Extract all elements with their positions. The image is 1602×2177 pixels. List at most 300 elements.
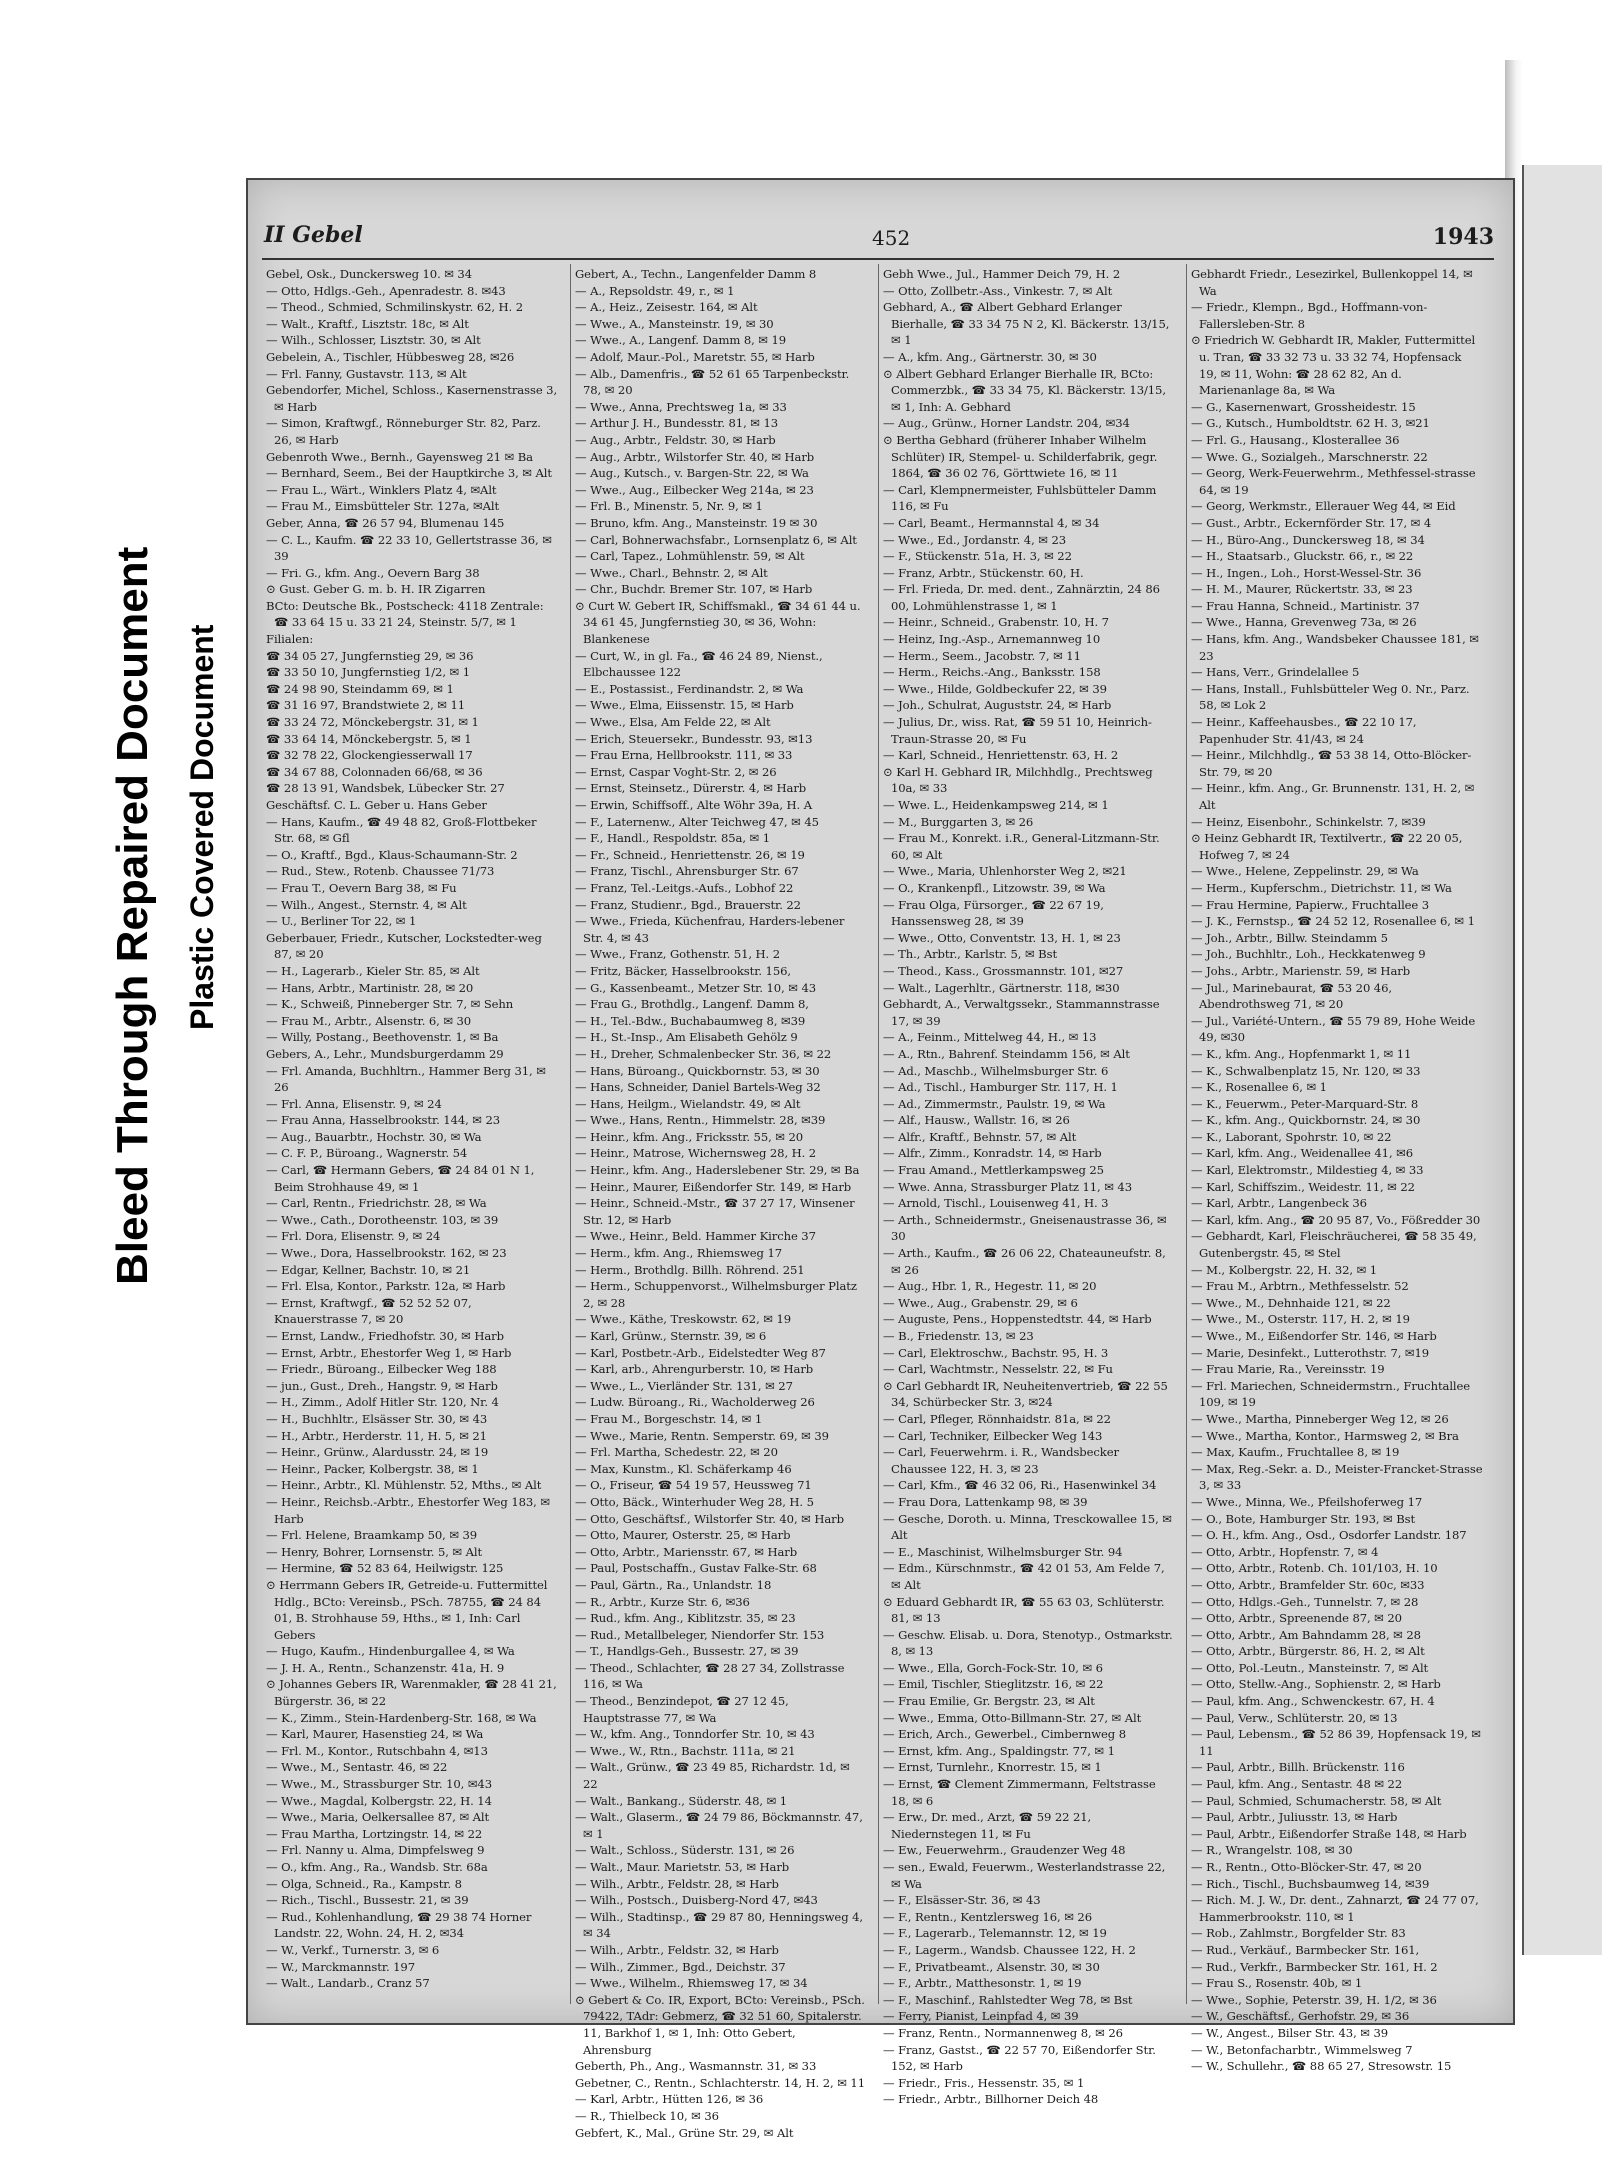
directory-entry: — Frau Emilie, Gr. Bergstr. 23, ✉ Alt (883, 1694, 1095, 1709)
directory-entry: — Carl, Feuerwehrm. i. R., Wandsbecker Chaussee 122, H. 3, ✉ 23 (883, 1445, 1119, 1476)
directory-entry: ⊙ Gust. Geber G. m. b. H. IR Zigarren (266, 582, 486, 597)
directory-entry: — Frau M., Arbtrn., Methfesselstr. 52 (1191, 1279, 1409, 1294)
directory-entry: — Franz, Tel.-Leitgs.-Aufs., Lobhof 22 (575, 880, 794, 895)
directory-entry: — Wilh., Zimmer., Bgd., Deichstr. 37 (575, 1959, 786, 1974)
directory-entry: — Wilh., Arbtr., Feldstr. 32, ✉ Harb (575, 1942, 779, 1957)
directory-entry: — sen., Ewald, Feuerwm., Westerlandstrasse 22, ✉ Wa (883, 1860, 1166, 1891)
directory-entry: — Olga, Schneid., Ra., Kampstr. 8 (266, 1876, 462, 1891)
directory-entry: — Frl. Nanny u. Alma, Dimpfelsweg 9 (266, 1843, 485, 1858)
directory-entry: — Walt., Bankang., Süderstr. 48, ✉ 1 (575, 1793, 788, 1808)
directory-entry: — Alfr., Zimm., Konradstr. 14, ✉ Harb (883, 1146, 1102, 1161)
directory-entry: — Frl. Mariechen, Schneidermstrn., Fruchtallee 109, ✉ 19 (1191, 1378, 1471, 1410)
directory-entry: — Heinr., Schneid.-Mstr., ☎ 37 27 17, Winsener Str. 12, ✉ Harb (575, 1196, 855, 1227)
directory-entry: Filialen: (266, 632, 314, 647)
directory-entry: — Theod., Kass., Grossmannstr. 101, ✉27 (883, 963, 1124, 978)
directory-entry: — Karl, Arbtr., Langenbeck 36 (1191, 1196, 1367, 1211)
directory-entry: — Carl, Klempnermeister, Fuhlsbütteler Damm 116, ✉ Fu (883, 482, 1157, 514)
directory-entry: — W., Geschäftsf., Gerhofstr. 29, ✉ 36 (1191, 2009, 1410, 2024)
directory-entry: — Ad., Zimmermstr., Paulstr. 19, ✉ Wa (883, 1096, 1106, 1111)
directory-entry: ⊙ Carl Gebhardt IR, Neuheitenvertrieb, ☎ 22 55 34, Schürbecker Str. 3, ✉24 (883, 1378, 1168, 1410)
directory-entry: — Arnold, Tischl., Louisenweg 41, H. 3 (883, 1196, 1109, 1211)
directory-entry: — Frl. Anna, Elisenstr. 9, ✉ 24 (266, 1096, 442, 1111)
directory-entry: — Rud., Stew., Rotenb. Chaussee 71/73 (266, 864, 495, 879)
directory-entry: — Herm., Brothdlg. Billh. Röhrend. 251 (575, 1262, 805, 1277)
directory-entry: — Franz, Rentn., Normannenweg 8, ✉ 26 (883, 2025, 1123, 2040)
listing-column-1 (262, 264, 558, 2004)
directory-entry: — Frau M., Borgeschstr. 14, ✉ 1 (575, 1411, 763, 1426)
directory-entry: — Paul, Gärtn., Ra., Unlandstr. 18 (575, 1577, 772, 1592)
directory-entry: — Herm., Kupferschm., Dietrichstr. 11, ✉ Wa (1191, 880, 1452, 895)
directory-entry: — Wwe. Anna, Strassburger Platz 11, ✉ 43 (883, 1179, 1132, 1194)
directory-entry: — Frau T., Oevern Barg 38, ✉ Fu (266, 880, 457, 895)
directory-entry: — Paul, Schmied, Schumacherstr. 58, ✉ Alt (1191, 1793, 1442, 1808)
directory-entry: — B., Friedenstr. 13, ✉ 23 (883, 1329, 1034, 1343)
directory-entry: — Frl. M., Kontor., Rutschbahn 4, ✉13 (266, 1743, 488, 1758)
directory-entry: — Frl. Elsa, Kontor., Parkstr. 12a, ✉ Harb (266, 1279, 506, 1294)
directory-entry: — Frl. Frieda, Dr. med. dent., Zahnärztin, 24 86 00, Lohmühlenstrasse 1, ✉ 1 (883, 582, 1160, 613)
directory-entry: — Gesche, Doroth. u. Minna, Tresckowallee 15, ✉ Alt (883, 1511, 1172, 1543)
directory-entry: — Arth., Schneidermstr., Gneisenaustrasse 36, ✉ 30 (883, 1212, 1167, 1244)
directory-entry: — Otto, Maurer, Osterstr. 25, ✉ Harb (575, 1528, 791, 1543)
directory-entry: — Heinr., Reichsb.-Arbtr., Ehestorfer Weg 183, ✉ Harb (266, 1494, 550, 1526)
directory-entry: — R., Thielbeck 10, ✉ 36 (575, 2108, 719, 2123)
directory-entry: — Wwe., Helene, Zeppelinstr. 29, ✉ Wa (1191, 864, 1419, 879)
directory-entry: — Franz, Arbtr., Stückenstr. 60, H. (883, 565, 1084, 580)
directory-entry: — Walt., Landarb., Cranz 57 (266, 1976, 430, 1991)
directory-entry: — W., Schullehr., ☎ 88 65 27, Stresowstr. 15 (1191, 2059, 1452, 2074)
directory-entry: — Adolf, Maur.-Pol., Maretstr. 55, ✉ Harb (575, 349, 815, 364)
directory-entry: — Wwe., Frieda, Küchenfrau, Harders-lebener Str. 4, ✉ 43 (575, 914, 845, 945)
directory-entry: — Wwe., Aug., Eilbecker Weg 214a, ✉ 23 (575, 482, 814, 497)
directory-entry: — Alfr., Kraftf., Behnstr. 57, ✉ Alt (883, 1129, 1077, 1144)
page-header (264, 222, 1494, 254)
directory-entry: Geberbauer, Friedr., Kutscher, Lockstedter-weg 87, ✉ 20 (266, 930, 542, 962)
directory-entry: — W., Angest., Bilser Str. 43, ✉ 39 (1191, 2025, 1389, 2040)
directory-entry: — Wwe., Sophie, Peterstr. 39, H. 1/2, ✉ 36 (1191, 1992, 1437, 2007)
directory-entry: — Heinz, Eisenbohr., Schinkelstr. 7, ✉39 (1191, 814, 1426, 829)
directory-entry: — Ferry, Pianist, Leinpfad 4, ✉ 39 (883, 2009, 1079, 2024)
directory-entry: — Carl, Techniker, Eilbecker Weg 143 (883, 1428, 1103, 1443)
directory-entry: — H., St.-Insp., Am Elisabeth Gehölz 9 (575, 1030, 798, 1045)
directory-entry: — Ernst, kfm. Ang., Spaldingstr. 77, ✉ 1 (883, 1743, 1115, 1758)
directory-entry: — G., Kasernenwart, Grossheidestr. 15 (1191, 399, 1416, 414)
directory-entry: — Frau Erna, Hellbrookstr. 111, ✉ 33 (575, 748, 793, 763)
directory-entry: — Herm., kfm. Ang., Rhiemsweg 17 (575, 1246, 782, 1261)
directory-entry: — Frau Anna, Hasselbrookstr. 144, ✉ 23 (266, 1113, 501, 1128)
listing-columns (262, 264, 1498, 2140)
directory-entry: — F., Lagerarb., Telemannstr. 12, ✉ 19 (883, 1926, 1107, 1941)
directory-entry: Geberth, Ph., Ang., Wasmannstr. 31, ✉ 33 (575, 2059, 817, 2074)
directory-entry: Gebenroth Wwe., Bernh., Gayensweg 21 ✉ Ba (266, 449, 533, 464)
directory-entry: — Heinz, Ing.-Asp., Arnemannweg 10 (883, 632, 1101, 647)
directory-entry: — R., Arbtr., Kurze Str. 6, ✉36 (575, 1594, 750, 1609)
directory-entry: Gebers, A., Lehr., Mundsburgerdamm 29 (266, 1046, 504, 1061)
directory-entry: — Frau M., Arbtr., Alsenstr. 6, ✉ 30 (266, 1013, 472, 1028)
directory-entry: — Ernst, Arbtr., Ehestorfer Weg 1, ✉ Harb (266, 1345, 512, 1360)
directory-entry: ☎ 33 50 10, Jungfernstieg 1/2, ✉ 1 (266, 665, 470, 680)
directory-entry: — Karl, kfm. Ang., Weidenallee 41, ✉6 (1191, 1146, 1414, 1161)
directory-entry: — Marie, Desinfekt., Lutterothstr. 7, ✉19 (1191, 1345, 1430, 1360)
directory-entry: — Max, Kaufm., Fruchtallee 8, ✉ 19 (1191, 1445, 1400, 1460)
directory-entry: — H. M., Maurer, Rückertstr. 33, ✉ 23 (1191, 582, 1413, 597)
directory-entry: — Theod., Schlachter, ☎ 28 27 34, Zollstrasse 116, ✉ Wa (575, 1660, 845, 1692)
directory-entry: — H., Buchhltr., Elsässer Str. 30, ✉ 43 (266, 1411, 488, 1426)
directory-entry: — Hugo, Kaufm., Hindenburgallee 4, ✉ Wa (266, 1644, 515, 1659)
directory-entry: — Wwe., Emma, Otto-Billmann-Str. 27, ✉ Alt (883, 1710, 1142, 1725)
directory-entry: — Friedr., Arbtr., Billhorner Deich 48 (883, 2092, 1099, 2107)
directory-entry: — Wwe., Käthe, Treskowstr. 62, ✉ 19 (575, 1312, 792, 1327)
directory-entry: Gebhardt Friedr., Lesezirkel, Bullenkoppel 14, ✉ Wa (1191, 267, 1473, 298)
directory-entry: — Ernst, Steinsetz., Dürerstr. 4, ✉ Harb (575, 781, 807, 796)
directory-entry: — Hans, Arbtr., Martinistr. 28, ✉ 20 (266, 980, 474, 995)
directory-entry: — Wwe., Heinr., Beld. Hammer Kirche 37 (575, 1229, 816, 1244)
directory-entry: — Wwe., M., Strassburger Str. 10, ✉43 (266, 1777, 492, 1792)
directory-entry: ⊙ Albert Gebhard Erlanger Bierhalle IR, BCto: Commerzbk., ☎ 33 34 75, Kl. Bäckerstr. 13/15, ✉ 1, Inh: A. Gebhard (883, 366, 1166, 414)
directory-entry: — Carl, Elektroschw., Bachstr. 95, H. 3 (883, 1345, 1109, 1360)
directory-entry: ⊙ Karl H. Gebhard IR, Milchhdlg., Prechtsweg 10a, ✉ 33 (883, 764, 1153, 796)
directory-entry: — Auguste, Pens., Hoppenstedtstr. 44, ✉ Harb (883, 1312, 1152, 1327)
directory-entry: — K., Zimm., Stein-Hardenberg-Str. 168, ✉ Wa (266, 1710, 537, 1725)
directory-entry: — Heinr., Grünw., Alardusstr. 24, ✉ 19 (266, 1445, 489, 1460)
directory-entry: — Carl, Rentn., Friedrichstr. 28, ✉ Wa (266, 1196, 487, 1211)
adjacent-page-edge (1522, 165, 1602, 1955)
directory-entry: ⊙ Eduard Gebhardt IR, ☎ 55 63 03, Schlüterstr. 81, ✉ 13 (883, 1594, 1165, 1626)
directory-entry: — Simon, Kraftwgf., Rönneburger Str. 82, Parz. 26, ✉ Harb (266, 416, 541, 447)
directory-entry: — Paul, Postschaffn., Gustav Falke-Str. 68 (575, 1561, 817, 1576)
directory-entry: — Otto, Pol.-Leutn., Mansteinstr. 7, ✉ Alt (1191, 1660, 1429, 1675)
directory-entry: — K., Schweiß, Pinneberger Str. 7, ✉ Sehn (266, 997, 514, 1012)
directory-entry: — Paul, Arbtr., Juliusstr. 13, ✉ Harb (1191, 1810, 1398, 1825)
directory-entry: — Wwe., Maria, Uhlenhorster Weg 2, ✉21 (883, 864, 1127, 879)
directory-entry: — O., Bote, Hamburger Str. 193, ✉ Bst (1191, 1511, 1416, 1526)
directory-entry: — Otto, Zollbetr.-Ass., Vinkestr. 7, ✉ Alt (883, 283, 1113, 298)
directory-entry: — Otto, Arbtr., Spreenende 87, ✉ 20 (1191, 1611, 1402, 1626)
directory-entry: — H., Büro-Ang., Dunckersweg 18, ✉ 34 (1191, 532, 1425, 547)
directory-entry: — Wwe., Franz, Gothenstr. 51, H. 2 (575, 947, 781, 962)
directory-entry: ⊙ Herrmann Gebers IR, Getreide-u. Futtermittel Hdlg., BCto: Vereinsb., PSch. 78755, ☎ 24 84 01, B. Strohhause 59, Hths., ✉ 1, Inh: Carl Gebers (266, 1577, 548, 1642)
directory-entry: — Ludw. Büroang., Ri., Wacholderweg 26 (575, 1395, 815, 1410)
directory-entry: — Otto, Hdlgs.-Geh., Tunnelstr. 7, ✉ 28 (1191, 1594, 1419, 1609)
directory-entry: — A., Rtn., Bahrenf. Steindamm 156, ✉ Alt (883, 1046, 1130, 1061)
directory-entry: — Aug., Bauarbtr., Hochstr. 30, ✉ Wa (266, 1129, 482, 1144)
directory-entry: — Rob., Zahlmstr., Borgfelder Str. 83 (1191, 1926, 1406, 1941)
directory-entry: — O., Friseur, ☎ 54 19 57, Heussweg 71 (575, 1478, 812, 1493)
directory-entry: — Rich., Tischl., Bussestr. 21, ✉ 39 (266, 1893, 469, 1908)
directory-entry: Geschäftsf. C. L. Geber u. Hans Geber (266, 798, 487, 812)
directory-entry: — Wwe., A., Mansteinstr. 19, ✉ 30 (575, 316, 774, 331)
directory-entry: — Otto, Hdlgs.-Geh., Apenradestr. 8. ✉43 (266, 283, 506, 298)
directory-entry: — Hans, Schneider, Daniel Bartels-Weg 32 (575, 1080, 821, 1095)
directory-entry: — Heinr., Arbtr., Kl. Mühlenstr. 52, Mths., ✉ Alt (266, 1478, 542, 1493)
directory-entry: — Franz, Gastst., ☎ 22 57 70, Eißendorfer Str. 152, ✉ Harb (883, 2042, 1156, 2074)
directory-entry: — Karl, Arbtr., Hütten 126, ✉ 36 (575, 2092, 764, 2107)
directory-entry: ⊙ Heinz Gebhardt IR, Textilvertr., ☎ 22 20 05, Hofweg 7, ✉ 24 (1191, 831, 1463, 862)
directory-entry: — F., Laternenw., Alter Teichweg 47, ✉ 45 (575, 814, 819, 829)
directory-entry: ☎ 34 67 88, Colonnaden 66/68, ✉ 36 (266, 764, 483, 779)
directory-entry: — Otto, Arbtr., Bürgerstr. 86, H. 2, ✉ Alt (1191, 1644, 1425, 1659)
directory-entry: — F., Stückenstr. 51a, H. 3, ✉ 22 (883, 549, 1072, 564)
directory-entry: — Rud., Verkfr., Barmbecker Str. 161, H. 2 (1191, 1959, 1438, 1974)
directory-entry: — Frl. Martha, Schedestr. 22, ✉ 20 (575, 1445, 778, 1460)
directory-entry: — Heinr., Packer, Kolbergstr. 38, ✉ 1 (266, 1461, 479, 1476)
directory-entry: — Otto, Geschäftsf., Wilstorfer Str. 40, ✉ Harb (575, 1511, 844, 1526)
directory-entry: — Wwe., M., Dehnhaide 121, ✉ 22 (1191, 1295, 1391, 1310)
directory-entry: — Wwe., Martha, Pinneberger Weg 12, ✉ 26 (1191, 1411, 1449, 1426)
directory-entry: — J. H. A., Rentn., Schanzenstr. 41a, H. 9 (266, 1660, 505, 1675)
directory-entry: — Frl. Amanda, Buchhltrn., Hammer Berg 31, ✉ 26 (266, 1063, 546, 1095)
directory-entry: — A., Heiz., Zeisestr. 164, ✉ Alt (575, 300, 758, 315)
directory-entry: — O., kfm. Ang., Ra., Wandsb. Str. 68a (266, 1860, 488, 1874)
directory-entry: — Heinr., Schneid., Grabenstr. 10, H. 7 (883, 615, 1109, 630)
directory-entry: — Friedr., Klempn., Bgd., Hoffmann-von-Fallersleben-Str. 8 (1191, 300, 1428, 331)
directory-entry: — W., Betonfacharbtr., Wimmelsweg 7 (1191, 2042, 1413, 2057)
directory-entry: — Theod., Schmied, Schmilinskystr. 62, H. 2 (266, 300, 523, 315)
directory-entry: — Herm., Reichs.-Ang., Banksstr. 158 (883, 665, 1101, 680)
directory-entry: — Frau Hermine, Papierw., Fruchtallee 3 (1191, 897, 1430, 912)
directory-entry: — Karl, Postbetr.-Arb., Eidelstedter Weg 87 (575, 1345, 826, 1360)
directory-entry: — Frl. G., Hausang., Klosterallee 36 (1191, 432, 1400, 447)
directory-entry: — Henry, Bohrer, Lornsenstr. 5, ✉ Alt (266, 1544, 483, 1559)
directory-entry: — Wwe., Ella, Gorch-Fock-Str. 10, ✉ 6 (883, 1660, 1103, 1675)
directory-entry: — Friedr., Fris., Hessenstr. 35, ✉ 1 (883, 2075, 1085, 2090)
directory-entry: — Arth., Kaufm., ☎ 26 06 22, Chateauneufstr. 8, ✉ 26 (883, 1246, 1166, 1277)
directory-entry: — Erwin, Schiffsoff., Alte Wöhr 39a, H. A (575, 798, 812, 812)
directory-entry: — Erich, Steuersekr., Bundesstr. 93, ✉13 (575, 731, 813, 746)
side-label-plastic-covered: Plastic Covered Document (184, 624, 220, 1030)
directory-entry: — Edm., Kürschnmstr., ☎ 42 01 53, Am Felde 7, ✉ Alt (883, 1561, 1165, 1592)
directory-entry: — Ad., Tischl., Hamburger Str. 117, H. 1 (883, 1080, 1118, 1095)
directory-entry: — Jul., Variété-Untern., ☎ 55 79 89, Hohe Weide 49, ✉30 (1191, 1013, 1476, 1045)
directory-entry: — Carl, Wachtmstr., Nesselstr. 22, ✉ Fu (883, 1362, 1113, 1377)
header-rule (262, 258, 1494, 260)
directory-entry: — Heinr., Maurer, Eißendorfer Str. 149, ✉ Harb (575, 1179, 852, 1194)
directory-entry: — Erw., Dr. med., Arzt, ☎ 59 22 21, Niedernstegen 11, ✉ Fu (883, 1810, 1092, 1841)
directory-entry: — F., Maschinf., Rahlstedter Weg 78, ✉ Bst (883, 1992, 1133, 2007)
directory-entry: — Otto, Arbtr., Bramfelder Str. 60c, ✉33 (1191, 1577, 1425, 1592)
directory-entry: — Paul, Arbtr., Eißendorfer Straße 148, ✉ Harb (1191, 1826, 1467, 1841)
directory-entry: — Curt, W., in gl. Fa., ☎ 46 24 89, Nienst., Elbchaussee 122 (575, 648, 823, 680)
directory-entry: — Wwe., Marie, Rentn. Semperstr. 69, ✉ 39 (575, 1428, 829, 1443)
directory-entry: — Wilh., Postsch., Duisberg-Nord 47, ✉43 (575, 1893, 818, 1908)
directory-entry: — A., Repsoldstr. 49, r., ✉ 1 (575, 283, 735, 298)
directory-entry: — F., Elsässer-Str. 36, ✉ 43 (883, 1893, 1041, 1908)
directory-entry: — Wwe., A., Langenf. Damm 8, ✉ 19 (575, 333, 787, 348)
directory-entry: — Bernhard, Seem., Bei der Hauptkirche 3, ✉ Alt (266, 466, 552, 481)
directory-entry: BCto: Deutsche Bk., Postscheck: 4118 Zentrale: ☎ 33 64 15 u. 33 21 24, Steinstr. 5/7, ✉ 1 (266, 598, 544, 630)
directory-entry: — O. H., kfm. Ang., Osd., Osdorfer Landstr. 187 (1191, 1528, 1467, 1543)
directory-entry: — Otto, Arbtr., Mariensstr. 67, ✉ Harb (575, 1544, 798, 1559)
directory-entry: ⊙ Friedrich W. Gebhardt IR, Makler, Futtermittel u. Tran, ☎ 33 32 73 u. 33 32 74, Hopfensack 19, ✉ 11, Wohn: ☎ 28 62 82, An d. Marienanlage 8a, ✉ Wa (1191, 333, 1476, 398)
directory-entry: — Wwe., Martha, Kontor., Harmsweg 2, ✉ Bra (1191, 1428, 1459, 1443)
directory-entry: — A., Feinm., Mittelweg 44, H., ✉ 13 (883, 1030, 1097, 1045)
directory-entry: — Paul, kfm. Ang., Sentastr. 48 ✉ 22 (1191, 1777, 1403, 1792)
directory-entry: — Carl, Kfm., ☎ 46 32 06, Ri., Hasenwinkel 34 (883, 1478, 1157, 1493)
directory-entry: — K., kfm. Ang., Hopfenmarkt 1, ✉ 11 (1191, 1046, 1412, 1061)
directory-entry: — Frau M., Eimsbütteler Str. 127a, ✉Alt (266, 499, 500, 514)
directory-entry: — Max, Reg.-Sekr. a. D., Meister-Francket-Strasse 3, ✉ 33 (1191, 1461, 1483, 1493)
directory-entry: — K., kfm. Ang., Quickbornstr. 24, ✉ 30 (1191, 1113, 1421, 1128)
directory-entry: — Aug., Arbtr., Wilstorfer Str. 40, ✉ Harb (575, 449, 815, 464)
directory-entry: — Frau Dora, Lattenkamp 98, ✉ 39 (883, 1494, 1088, 1509)
directory-entry: — Alb., Damenfris., ☎ 52 61 65 Tarpenbeckstr. 78, ✉ 20 (575, 366, 850, 398)
directory-entry: — Rud., Kohlenhandlung, ☎ 29 38 74 Horner Landstr. 22, Wohn. 24, H. 2, ✉34 (266, 1909, 532, 1941)
directory-entry: — Geschw. Elisab. u. Dora, Stenotyp., Ostmarkstr. 8, ✉ 13 (883, 1627, 1173, 1659)
directory-entry: — Karl, arb., Ahrengurberstr. 10, ✉ Harb (575, 1362, 814, 1377)
directory-entry: Gebendorfer, Michel, Schloss., Kasernenstrasse 3, ✉ Harb (266, 383, 558, 414)
directory-entry: — Ernst, Caspar Voght-Str. 2, ✉ 26 (575, 764, 777, 779)
directory-entry: — U., Berliner Tor 22, ✉ 1 (266, 914, 417, 929)
directory-entry: — J. K., Fernstsp., ☎ 24 52 12, Rosenallee 6, ✉ 1 (1191, 914, 1475, 929)
directory-entry: — Wwe., Minna, We., Pfeilshoferweg 17 (1191, 1494, 1423, 1509)
directory-entry: — Frl. Dora, Elisenstr. 9, ✉ 24 (266, 1229, 441, 1244)
directory-entry: — Wwe., Magdal, Kolbergstr. 22, H. 14 (266, 1793, 492, 1808)
directory-entry: — H., Staatsarb., Gluckstr. 66, r., ✉ 22 (1191, 549, 1414, 564)
directory-entry: — Julius, Dr., wiss. Rat, ☎ 59 51 10, Heinrich-Traun-Strasse 20, ✉ Fu (883, 715, 1152, 746)
directory-entry: — Erich, Arch., Gewerbel., Cimbernweg 8 (883, 1727, 1126, 1742)
directory-entry: ☎ 28 13 91, Wandsbek, Lübecker Str. 27 (266, 781, 505, 796)
directory-entry: — H., Ingen., Loh., Horst-Wessel-Str. 36 (1191, 565, 1422, 580)
directory-entry: — Wilh., Angest., Sternstr. 4, ✉ Alt (266, 897, 467, 912)
directory-entry: — Frl. Fanny, Gustavstr. 113, ✉ Alt (266, 366, 467, 381)
directory-entry: — E., Postassist., Ferdinandstr. 2, ✉ Wa (575, 681, 804, 696)
directory-entry: — Heinr., kfm. Ang., Fricksstr. 55, ✉ 20 (575, 1129, 804, 1144)
directory-entry: — Gebhardt, Karl, Fleischräucherei, ☎ 58 35 49, Gutenbergstr. 45, ✉ Stel (1191, 1229, 1477, 1261)
directory-entry: — Rud., Metallbeleger, Niendorfer Str. 153 (575, 1627, 825, 1642)
directory-entry: ☎ 34 05 27, Jungfernstieg 29, ✉ 36 (266, 648, 474, 663)
directory-entry: — F., Arbtr., Matthesonstr. 1, ✉ 19 (883, 1976, 1082, 1991)
directory-entry: — K., Laborant, Spohrstr. 10, ✉ 22 (1191, 1129, 1392, 1144)
directory-entry: — Paul, kfm. Ang., Schwenckestr. 67, H. 4 (1191, 1694, 1435, 1709)
directory-entry: — Wwe., Ed., Jordanstr. 4, ✉ 23 (883, 532, 1066, 547)
directory-entry: — Gust., Arbtr., Eckernförder Str. 17, ✉ 4 (1191, 515, 1432, 530)
side-label-bleed-through: Bleed Through Repaired Document (108, 546, 157, 1285)
directory-entry: ⊙ Gebert & Co. IR, Export, BCto: Vereinsb., PSch. 79422, TAdr: Gebmerz, ☎ 32 51 60, Spitalerstr. 11, Barkhof 1, ✉ 1, Inh: Otto Gebert, Ahrensburg (575, 1992, 865, 2057)
directory-entry: Gebhard, A., ☎ Albert Gebhard Erlanger Bierhalle, ☎ 33 34 75 N 2, Kl. Bäckerstr. 13/15, ✉ 1 (883, 300, 1170, 348)
directory-entry: — Aug., Kutsch., v. Bargen-Str. 22, ✉ Wa (575, 466, 809, 481)
directory-entry: — Karl, Schiffszim., Weidestr. 11, ✉ 22 (1191, 1179, 1415, 1194)
directory-entry: — Johs., Arbtr., Marienstr. 59, ✉ Harb (1191, 963, 1411, 978)
directory-entry: — Carl, ☎ Hermann Gebers, ☎ 24 84 01 N 1, Beim Strohhause 49, ✉ 1 (266, 1163, 535, 1194)
directory-entry: ⊙ Johannes Gebers IR, Warenmakler, ☎ 28 41 21, Bürgerstr. 36, ✉ 22 (266, 1677, 557, 1709)
directory-entry: — Franz, Studienr., Bgd., Brauerstr. 22 (575, 897, 801, 912)
directory-entry: — Otto, Arbtr., Hopfenstr. 7, ✉ 4 (1191, 1544, 1379, 1559)
directory-entry: — Fri. G., kfm. Ang., Oevern Barg 38 (266, 565, 480, 580)
directory-entry: — Otto, Arbtr., Rotenb. Ch. 101/103, H. 10 (1191, 1561, 1438, 1576)
directory-entry: ⊙ Curt W. Gebert IR, Schiffsmakl., ☎ 34 61 44 u. 34 61 45, Jungfernstieg 30, ✉ 36, Wohn: Blankenese (575, 598, 861, 647)
directory-entry: — O., Krankenpfl., Litzowstr. 39, ✉ Wa (883, 880, 1106, 895)
directory-entry: — Hans, Kaufm., ☎ 49 48 82, Groß-Flottbeker Str. 68, ✉ Gfl (266, 814, 537, 846)
directory-entry: — Alf., Hausw., Wallstr. 16, ✉ 26 (883, 1113, 1070, 1128)
directory-entry: — A., kfm. Ang., Gärtnerstr. 30, ✉ 30 (883, 349, 1097, 364)
directory-entry: — M., Kolbergstr. 22, H. 32, ✉ 1 (1191, 1262, 1378, 1277)
directory-entry: — Karl, Schneid., Henriettenstr. 63, H. 2 (883, 748, 1119, 763)
directory-entry: — Herm., Seem., Jacobstr. 7, ✉ 11 (883, 648, 1081, 663)
directory-entry: — Bruno, kfm. Ang., Mansteinstr. 19 ✉ 30 (575, 515, 818, 530)
directory-entry: — Wwe., Otto, Conventstr. 13, H. 1, ✉ 23 (883, 930, 1121, 945)
directory-entry: — Fritz, Bäcker, Hasselbrookstr. 156, (575, 963, 791, 978)
directory-entry: — G., Kassenbeamt., Metzer Str. 10, ✉ 43 (575, 980, 816, 995)
directory-entry: — Heinr., Milchhdlg., ☎ 53 38 14, Otto-Blöcker-Str. 79, ✉ 20 (1191, 748, 1472, 779)
directory-entry: — Otto, Arbtr., Am Bahndamm 28, ✉ 28 (1191, 1627, 1421, 1642)
directory-entry: — Frau Olga, Fürsorger., ☎ 22 67 19, Hanssensweg 28, ✉ 39 (883, 897, 1104, 929)
directory-entry: — Ad., Maschb., Wilhelmsburger Str. 6 (883, 1063, 1109, 1078)
directory-entry: — Hans, Heilgm., Wielandstr. 49, ✉ Alt (575, 1096, 801, 1111)
directory-entry: — H., Lagerarb., Kieler Str. 85, ✉ Alt (266, 963, 480, 978)
directory-entry: — Edgar, Kellner, Bachstr. 10, ✉ 21 (266, 1262, 471, 1277)
directory-entry: — R., Rentn., Otto-Blöcker-Str. 47, ✉ 20 (1191, 1860, 1422, 1874)
directory-entry: — Herm., Schuppenvorst., Wilhelmsburger Platz 2, ✉ 28 (575, 1279, 857, 1310)
directory-entry: ☎ 33 64 14, Mönckebergstr. 5, ✉ 1 (266, 731, 472, 746)
directory-entry: — Friedr., Büroang., Eilbecker Weg 188 (266, 1362, 497, 1377)
directory-entry: — Frau L., Wärt., Winklers Platz 4, ✉Alt (266, 482, 497, 497)
directory-entry: Geber, Anna, ☎ 26 57 94, Blumenau 145 (266, 515, 505, 530)
directory-entry: — Fr., Schneid., Henriettenstr. 26, ✉ 19 (575, 847, 805, 862)
directory-entry: — Arthur J. H., Bundesstr. 81, ✉ 13 (575, 416, 779, 431)
directory-entry: — H., Tel.-Bdw., Buchabaumweg 8, ✉39 (575, 1013, 806, 1028)
directory-entry: — Wwe. G., Sozialgeh., Marschnerstr. 22 (1191, 449, 1428, 464)
directory-entry: Gebetner, C., Rentn., Schlachterstr. 14, H. 2, ✉ 11 (575, 2075, 865, 2090)
directory-entry: — Wwe., Hanna, Grevenweg 73a, ✉ 26 (1191, 615, 1417, 630)
directory-entry: — Frl. Helene, Braamkamp 50, ✉ 39 (266, 1528, 478, 1543)
directory-entry: — Paul, Arbtr., Billh. Brückenstr. 116 (1191, 1760, 1405, 1775)
directory-entry: — C. F. P., Büroang., Wagnerstr. 54 (266, 1146, 468, 1161)
directory-entry: — Walt., Grünw., ☎ 23 49 85, Richardstr. 1d, ✉ 22 (575, 1760, 850, 1792)
directory-entry: — Ernst, ☎ Clement Zimmermann, Feltstrasse 18, ✉ 6 (883, 1777, 1156, 1808)
directory-entry: — F., Lagerm., Wandsb. Chaussee 122, H. 2 (883, 1942, 1136, 1957)
directory-entry: — Walt., Glaserm., ☎ 24 79 86, Böckmannstr. 47, ✉ 1 (575, 1810, 863, 1841)
directory-entry: — Wwe., Wilhelm., Rhiemsweg 17, ✉ 34 (575, 1976, 808, 1991)
directory-entry: — Hans, Install., Fuhlsbütteler Weg 0. Nr., Parz. 58, ✉ Lok 2 (1191, 681, 1470, 713)
directory-entry: — Chr., Buchdr. Bremer Str. 107, ✉ Harb (575, 582, 813, 597)
directory-entry: ⊙ Bertha Gebhard (früherer Inhaber Wilhelm Schlüter) IR, Stempel- u. Schilderfabrik, gegr. 1864, ☎ 36 02 76, Görttwiete 16, ✉ 11 (883, 432, 1158, 481)
directory-entry: — Walt., Lagerhltr., Gärtnerstr. 118, ✉30 (883, 980, 1120, 995)
directory-entry: — W., Marckmannstr. 197 (266, 1959, 415, 1974)
directory-entry: — O., Kraftf., Bgd., Klaus-Schaumann-Str. 2 (266, 847, 518, 862)
directory-entry: — G., Kutsch., Humboldtstr. 62 H. 3, ✉21 (1191, 416, 1430, 431)
directory-entry: — Wwe., Anna, Prechtsweg 1a, ✉ 33 (575, 399, 787, 414)
directory-page (246, 178, 1515, 2140)
directory-entry: — Ernst, Turnlehr., Knorrestr. 15, ✉ 1 (883, 1760, 1102, 1775)
directory-entry: — Wwe., Hans, Rentn., Himmelstr. 28, ✉39 (575, 1113, 826, 1128)
directory-entry: ☎ 33 24 72, Mönckebergstr. 31, ✉ 1 (266, 715, 479, 730)
directory-entry: — R., Wrangelstr. 108, ✉ 30 (1191, 1843, 1353, 1858)
directory-entry: Gebh Wwe., Jul., Hammer Deich 79, H. 2 (883, 267, 1121, 281)
directory-entry: Gebhardt, A., Verwaltgssekr., Stammannstrasse 17, ✉ 39 (883, 997, 1160, 1028)
directory-entry: — Wwe., Elma, Eiissenstr. 15, ✉ Harb (575, 698, 794, 713)
directory-entry: — Ernst, Kraftwgf., ☎ 52 52 52 07, Knauerstrasse 7, ✉ 20 (266, 1295, 472, 1327)
directory-entry: — Ew., Feuerwehrm., Graudenzer Weg 48 (883, 1843, 1126, 1858)
directory-entry: — Frl. B., Minenstr. 5, Nr. 9, ✉ 1 (575, 499, 763, 514)
directory-entry: — Wwe., Elsa, Am Felde 22, ✉ Alt (575, 715, 771, 730)
directory-entry: — Hermine, ☎ 52 83 64, Heilwigstr. 125 (266, 1561, 504, 1576)
listing-column-2 (570, 264, 867, 2140)
directory-entry: — Franz, Tischl., Ahrensburger Str. 67 (575, 864, 799, 879)
directory-entry: — Wwe., M., Osterstr. 117, H. 2, ✉ 19 (1191, 1312, 1410, 1327)
directory-entry: — Paul, Lebensm., ☎ 52 86 39, Hopfensack 19, ✉ 11 (1191, 1727, 1481, 1758)
directory-entry: ☎ 24 98 90, Steindamm 69, ✉ 1 (266, 681, 454, 696)
directory-entry: — Carl, Bohnerwachsfabr., Lornsenplatz 6, ✉ Alt (575, 532, 857, 547)
directory-entry: — Rud., Verkäuf., Barmbecker Str. 161, (1191, 1942, 1420, 1957)
directory-entry: — M., Burggarten 3, ✉ 26 (883, 814, 1034, 829)
directory-entry: — Theod., Benzindepot, ☎ 27 12 45, Hauptstrasse 77, ✉ Wa (575, 1694, 789, 1725)
directory-entry: — K., Rosenallee 6, ✉ 1 (1191, 1080, 1327, 1095)
directory-entry: — Georg, Werk-Feuerwehrm., Methfessel-strasse 64, ✉ 19 (1191, 466, 1476, 497)
directory-entry: — Karl, Elektromstr., Mildestieg 4, ✉ 33 (1191, 1163, 1424, 1178)
directory-entry: — Joh., Arbtr., Billw. Steindamm 5 (1191, 930, 1388, 945)
directory-entry: — Walt., Maur. Marietstr. 53, ✉ Harb (575, 1860, 790, 1874)
directory-entry: — Joh., Schulrat, Auguststr. 24, ✉ Harb (883, 698, 1112, 713)
directory-entry: Gebel, Osk., Dunckersweg 10. ✉ 34 (266, 267, 472, 281)
